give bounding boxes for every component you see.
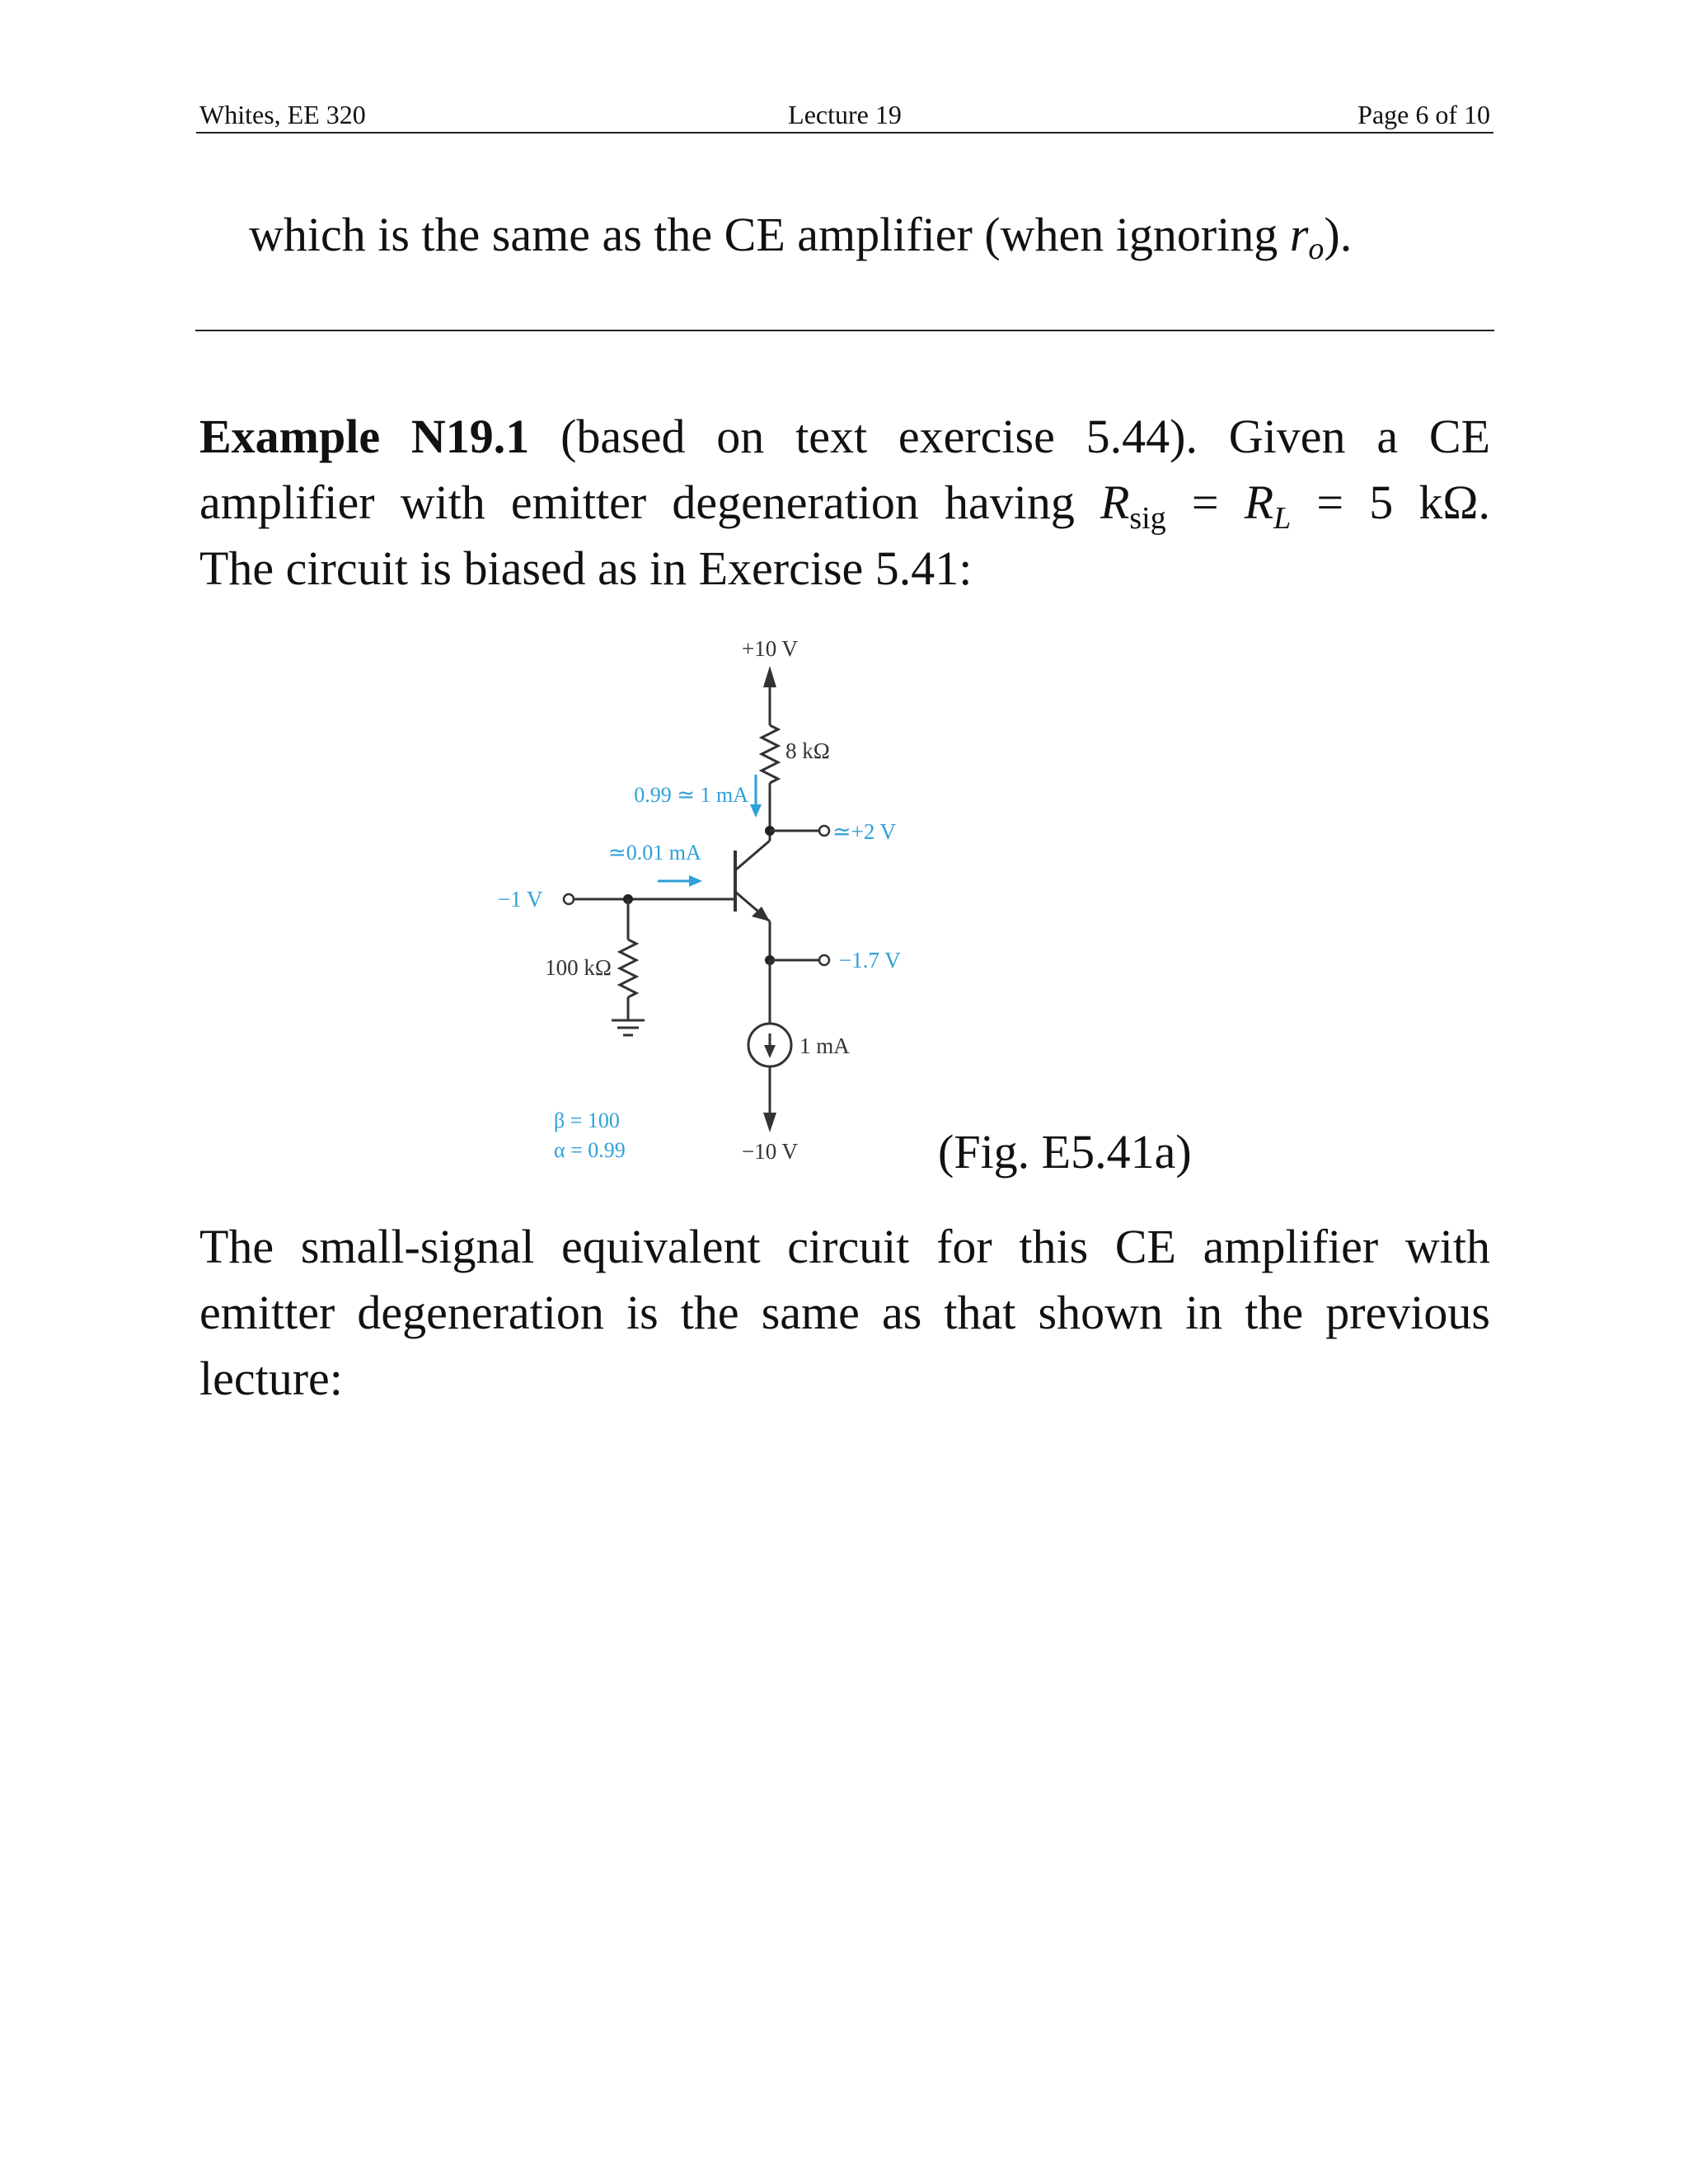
example-line-1 [199, 404, 1490, 470]
figure-caption: (Fig. E5.41a) [938, 1125, 1192, 1179]
resistance-equation [1100, 476, 1490, 536]
example-line1-text: (based on text exercise 5.44). Given a CE [529, 410, 1491, 463]
ground-icon [612, 1020, 645, 1035]
intro-sentence [249, 202, 1485, 282]
supply-top-arrow [763, 666, 776, 687]
example-line2-text: amplifier with emitter degeneration having [199, 476, 1100, 529]
base-voltage-label: −1 V [498, 887, 543, 912]
equals-value: = 5 kΩ. [1291, 476, 1490, 529]
collector-current-label: 0.99 ≃ 1 mA [634, 783, 748, 807]
example-label: Example N19.1 [199, 410, 530, 463]
r-sig-symbol: R [1100, 476, 1130, 529]
emitter-terminal [819, 955, 829, 965]
intro-end: ). [1324, 208, 1353, 261]
collector-resistor-label: 8 kΩ [785, 738, 830, 763]
example-line-3: The circuit is biased as in Exercise 5.41: [199, 541, 973, 595]
page-header [196, 97, 1493, 134]
circuit-diagram [486, 626, 931, 1179]
closing-line-3: lecture: [199, 1352, 343, 1405]
header-page-number: Page 6 of 10 [1357, 100, 1490, 129]
base-resistor-label: 100 kΩ [545, 955, 612, 980]
ro-subscript: o [1308, 232, 1325, 266]
example-paragraph [199, 404, 1490, 602]
transistor-collector-lead [735, 841, 770, 870]
supply-bottom-arrow [763, 1113, 776, 1132]
collector-terminal [819, 826, 829, 836]
supply-bottom-label: −10 V [742, 1139, 798, 1164]
section-divider [195, 330, 1494, 331]
closing-paragraph [199, 1214, 1490, 1412]
collector-resistor [762, 725, 778, 783]
header-course: Whites, EE 320 [199, 100, 366, 129]
l-subscript: L [1273, 501, 1292, 536]
intro-text: which is the same as the CE amplifier (when ignoring [249, 208, 1290, 261]
base-terminal [564, 894, 574, 904]
example-line-2 [199, 470, 1490, 536]
ro-symbol: r [1289, 208, 1309, 261]
current-source-label: 1 mA [799, 1033, 850, 1058]
beta-label: β = 100 [554, 1108, 620, 1132]
header-lecture: Lecture 19 [788, 100, 902, 129]
alpha-label: α = 0.99 [554, 1138, 626, 1162]
closing-line-2: emitter degeneration is the same as that shown in the previous [199, 1286, 1490, 1339]
supply-top-label: +10 V [742, 636, 798, 661]
base-current-label: ≃0.01 mA [608, 841, 701, 865]
closing-line-1: The small-signal equivalent circuit for this CE amplifier with [199, 1220, 1490, 1273]
equals-1: = [1165, 476, 1245, 529]
collector-voltage-label: ≃+2 V [832, 819, 897, 844]
sig-subscript: sig [1129, 501, 1166, 536]
emitter-voltage-label: −1.7 V [839, 948, 901, 972]
base-resistor [620, 940, 636, 997]
r-l-symbol: R [1244, 476, 1274, 529]
